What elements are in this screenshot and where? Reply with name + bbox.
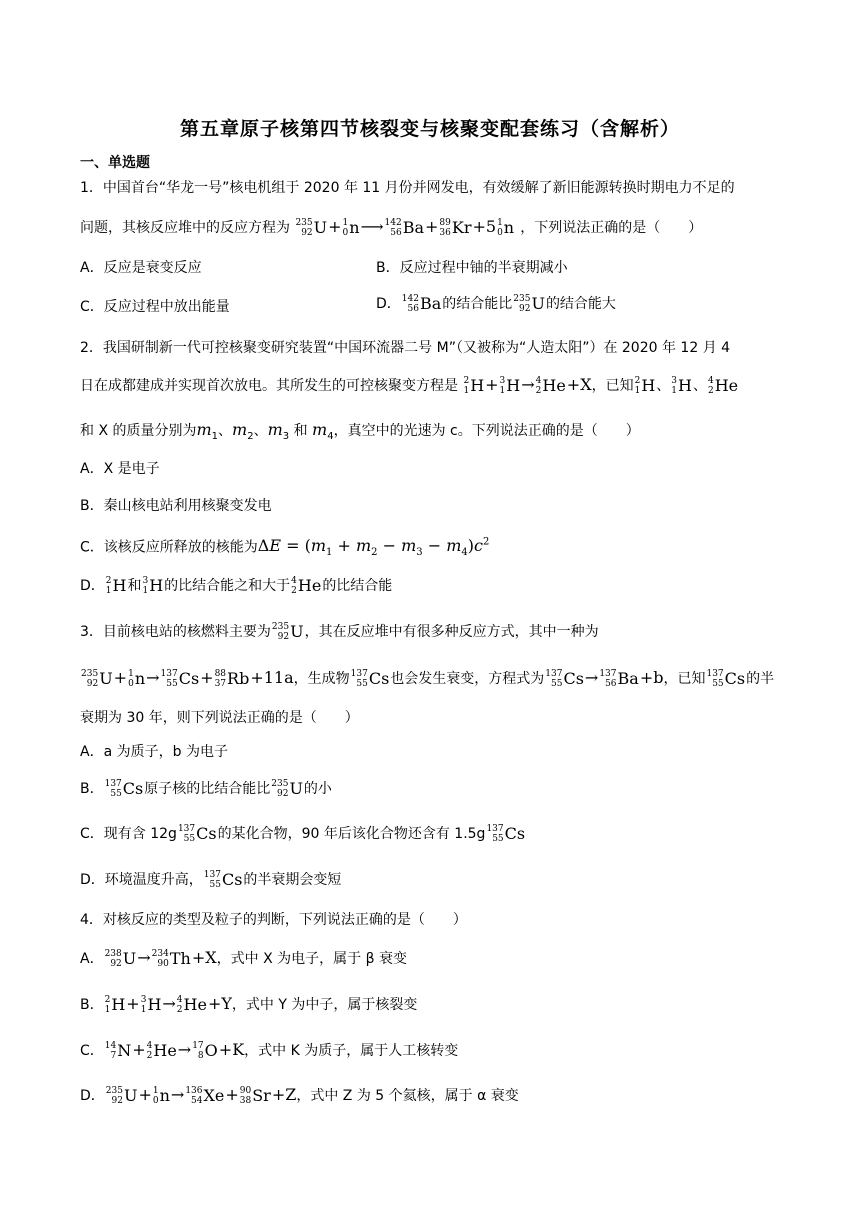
q4-option-d: D． 235 92 U + 1 0 n → 136 54 Xe + 90 38 Sr +Z，式中 Z 为 5 个氦核，属于 α 衰变 (80, 1085, 519, 1106)
q1-equation: 235 92 U + 1 0 n ⟶ 142 56 Ba + 89 36 Kr +5 1 0 n (295, 217, 515, 238)
q2-option-d: D． 2 1 H 和 3 1 H 的比结合能之和大于 4 2 He 的比结合能 (80, 576, 393, 596)
q1-line2 (80, 217, 702, 238)
q1-text-end: ，下列说法正确的是（ ） (520, 220, 703, 236)
q4-option-a: A． 238 92 U → 234 90 Th +X，式中 X 为电子，属于 β 衰变 (80, 948, 407, 969)
q3-line3: 衰期为 30 年，则下列说法正确的是（ ） (80, 710, 359, 726)
q4-option-c: C． 14 7 N + 4 2 He → 17 8 O +K，式中 K 为质子，属于人工核转变 (80, 1040, 459, 1061)
q1-option-a: A．反应是衰变反应 (80, 260, 202, 276)
q2-option-a: A．X 是电子 (80, 461, 160, 477)
q3-option-a: A．a 为质子，b 为电子 (80, 744, 228, 760)
q2-option-b: B．秦山核电站利用核聚变发电 (80, 498, 272, 514)
q1-option-b: B．反应过程中铀的半衰期减小 (376, 260, 568, 276)
q1-text: 问题，其核反应堆中的反应方程为 (80, 220, 290, 236)
q3-line1: 3．目前核电站的核燃料主要为 235 92 U ，其在反应堆中有很多种反应方式，其中一种为 (80, 622, 599, 642)
q4-line1: 4．对核反应的类型及粒子的判断，下列说法正确的是（ ） (80, 912, 467, 928)
section-heading: 一、单选题 (80, 155, 150, 171)
q1-line1: 1．中国首台“华龙一号”核电机组于 2020 年 11 月份并网发电，有效缓解了新旧能源转换时期电力不足的 (80, 180, 735, 196)
q2-option-c: C．该核反应所释放的核能为$\Delta E = (m_1 + m_2 - m_3 - m_4)c^2$ (80, 536, 490, 559)
q1-option-c: C．反应过程中放出能量 (80, 299, 230, 315)
q3-line2: 235 92 U + 1 0 n → 137 55 Cs + 88 37 Rb +11a，生成物 137 55 Cs 也会发生衰变，方程式为 137 55 Cs → 137 56 Ba +b，已知 137 55 Cs 的半 (81, 668, 775, 689)
q2-line2: 日在成都建成并实现首次放电。其所发生的可控核聚变方程是 2 1 H + 3 1 H → 4 2 He +X，已知 2 1 H 、 3 1 H 、 4 2 He (80, 375, 739, 396)
q3-option-b: B． 137 55 Cs 原子核的比结合能比 235 92 U 的小 (80, 779, 332, 799)
q3-option-d: D．环境温度升高， 137 55 Cs 的半衰期会变短 (80, 870, 342, 890)
q4-option-b: B． 2 1 H + 3 1 H → 4 2 He +Y，式中 Y 为中子，属于核裂变 (80, 994, 418, 1015)
q3-option-c: C．现有含 12g 137 55 Cs 的某化合物，90 年后该化合物还含有 1.5g 137 55 Cs (80, 824, 526, 844)
q2-line3: 和 X 的质量分别为$m_1$、$m_2$、$m_3$ 和 $m_4$，真空中的光速为 c。下列说法正确的是（ ） (80, 420, 640, 442)
q2-line1: 2．我国研制新一代可控核聚变研究装置“中国环流器二号 M”（又被称为“人造太阳”）在 2020 年 12 月 4 (80, 340, 731, 356)
page-title: 第五章原子核第四节核裂变与核聚变配套练习（含解析） (179, 118, 680, 140)
q1-option-d: D． 142 56 Ba 的结合能比 235 92 U 的结合能大 (376, 294, 616, 314)
